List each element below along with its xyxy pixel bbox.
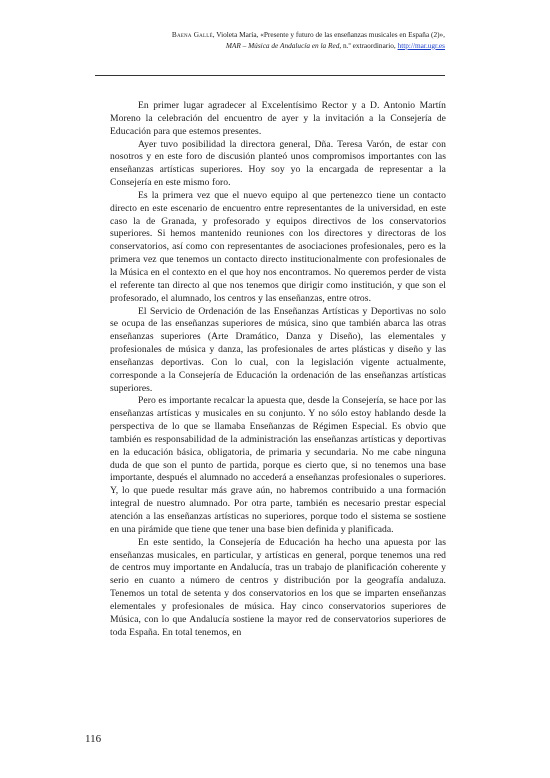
running-header [85,30,445,51]
paragraph: Ayer tuvo posibilidad la directora general, Dña. Teresa Varón, de estar con nosotros y en este foro de discusión planteó unos compromisos importantes con las enseñanzas artísticas superiores. Hoy soy yo la encargada de representar a la Consejería en este mismo foro. [110,138,446,189]
header-author: Baena Gallé [171,30,213,39]
page-number: 116 [85,733,102,745]
header-url-link[interactable]: http://mar.ugr.es [397,40,445,50]
header-citation-line-2 [85,41,445,52]
header-author-rest: , Violeta María, «Presente y futuro de las enseñanzas musicales en España (2)», [212,30,445,39]
paragraph: El Servicio de Ordenación de las Enseñanzas Artísticas y Deportivas no solo se ocupa de las enseñanzas superiores de música, sino que también abarca las otras enseñanzas superiores (Arte Dramático, Danza y Diseño), las elementales y profesionales de música y danza, las profesionales de artes plásticas y diseño y las enseñanzas deportivas. Con lo cual, con la legislación vigente actualmente, corresponde a la Consejería de Educación la ordenación de las enseñanzas artísticas superiores. [110,305,446,394]
body-text [110,100,446,639]
paragraph: Es la primera vez que el nuevo equipo al que pertenezco tiene un contacto directo en este escenario de encuentro entre representantes de la universidad, en este caso la de Granada, y profesorado y equipos directivos de los conservatorios superiores. Si hemos mantenido reuniones con los directores y directoras de los conservatorios, así como con representantes de asociaciones profesionales, pero es la primera vez que tenemos un contacto directo institucionalmente con profesionales de la Música en el contexto en el que hoy nos encontramos. No queremos perder de vista el referente tan directo al que nos tenemos que dirigir como institución, y que son el profesorado, el alumnado, los centros y las enseñanzas, entre otros. [110,189,446,304]
paragraph: Pero es importante recalcar la apuesta que, desde la Consejería, se hace por las enseñanzas artísticas y musicales en su conjunto. Y no sólo estoy hablando desde la perspectiva de lo que se llamaba Enseñanzas de Régimen Especial. Es obvio que también es responsabilidad de la administración las enseñanzas artísticas y deportivas en la educación básica, obligatoria, de primaria y secundaria. No me cabe ninguna duda de que son el punto de partida, porque es cierto que, si no tenemos una base importante, después el alumnado no accederá a enseñanzas profesionales o superiores. Y, lo que puede resultar más grave aún, no habremos contribuido a una formación integral de nuestro alumnado. Por otra parte, también es necesario prestar especial atención a las enseñanzas artísticas no superiores, porque todo el sistema se sostiene en una pirámide que tiene que tener una base bien definida y planificada. [110,395,446,535]
paragraph: En primer lugar agradecer al Excelentísimo Rector y a D. Antonio Martín Moreno la celebración del encuentro de ayer y la invitación a la Consejería de Educación para que estemos presentes. [110,100,446,137]
header-issue: , n.º extraordinario, [339,40,398,50]
paragraph: En este sentido, la Consejería de Educación ha hecho una apuesta por las enseñanzas musicales, en particular, y artísticas en general, porque tenemos una red de centros muy importante en Andalucía, tras un trabajo de planificación coherente y serio en cuanto a número de centros y distribución por la geografía andaluza. Tenemos un total de setenta y dos conservatorios en los que se imparten enseñanzas elementales y profesionales de música. Hay cinco conservatorios superiores de Música, con lo que Andalucía sostiene la mayor red de conservatorios superiores de toda España. En total tenemos, en [110,536,446,638]
header-citation-line-1 [85,30,445,41]
header-journal: MAR – Música de Andalucía en la Red [225,40,340,50]
header-divider [95,75,445,76]
